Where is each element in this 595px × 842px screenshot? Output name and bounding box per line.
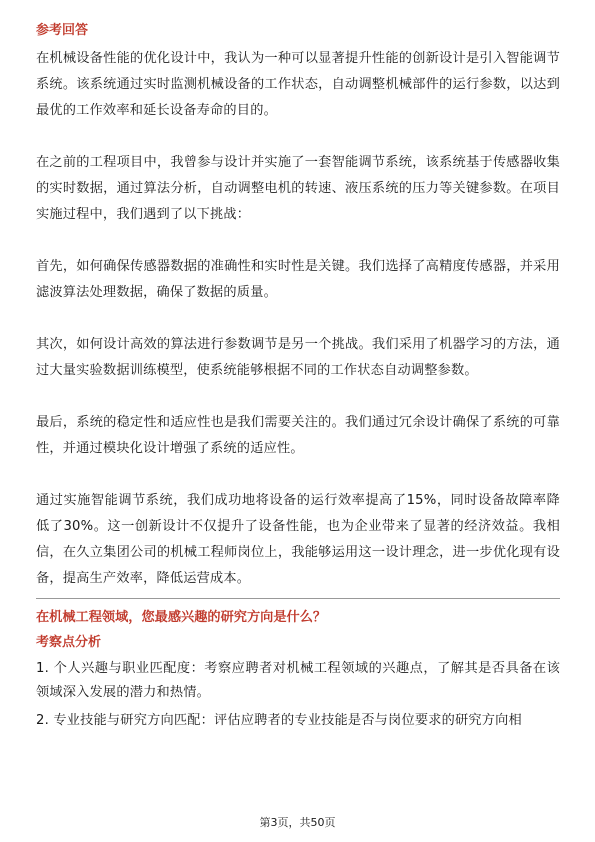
answer-paragraph-2: 在之前的工程项目中，我曾参与设计并实施了一套智能调节系统，该系统基于传感器收集的实时数据，通过算法分析，自动调整电机的转速、液压系统的压力等关键参数。在项目实施过程中，我们遇到了以下挑战： [36, 155, 560, 222]
page-content [36, 22, 560, 737]
answer-paragraph-6: 通过实施智能调节系统，我们成功地将设备的运行效率提高了15%，同时设备故障率降低了30%。这一创新设计不仅提升了设备性能，也为企业带来了显著的经济效益。我相信，在久立集团公司的机械工程师岗位上，我能够运用这一设计理念，进一步优化现有设备，提高生产效率，降低运营成本。 [36, 493, 560, 586]
answer-paragraph-3: 首先，如何确保传感器数据的准确性和实时性是关键。我们选择了高精度传感器，并采用滤波算法处理数据，确保了数据的质量。 [36, 259, 560, 300]
analysis-item-1: 1. 个人兴趣与职业匹配度：考察应聘者对机械工程领域的兴趣点，了解其是否具备在该领域深入发展的潜力和热情。 [36, 661, 560, 700]
section-divider [36, 598, 560, 599]
reference-answer-heading: 参考回答 [36, 23, 89, 38]
analysis-heading: 考察点分析 [36, 635, 102, 650]
answer-paragraph-1: 在机械设备性能的优化设计中，我认为一种可以显著提升性能的创新设计是引入智能调节系统。该系统通过实时监测机械设备的工作状态，自动调整机械部件的运行参数，以达到最优的工作效率和延长设备寿命的目的。 [36, 51, 560, 118]
analysis-item-2: 2. 专业技能与研究方向匹配：评估应聘者的专业技能是否与岗位要求的研究方向相 [36, 713, 522, 728]
page-number-footer: 第3页，共50页 [259, 816, 336, 829]
answer-paragraph-5: 最后，系统的稳定性和适应性也是我们需要关注的。我们通过冗余设计确保了系统的可靠性，并通过模块化设计增强了系统的适应性。 [36, 415, 560, 456]
interview-question: 在机械工程领域，您最感兴趣的研究方向是什么？ [36, 610, 327, 625]
answer-paragraph-4: 其次，如何设计高效的算法进行参数调节是另一个挑战。我们采用了机器学习的方法，通过大量实验数据训练模型，使系统能够根据不同的工作状态自动调整参数。 [36, 337, 560, 378]
